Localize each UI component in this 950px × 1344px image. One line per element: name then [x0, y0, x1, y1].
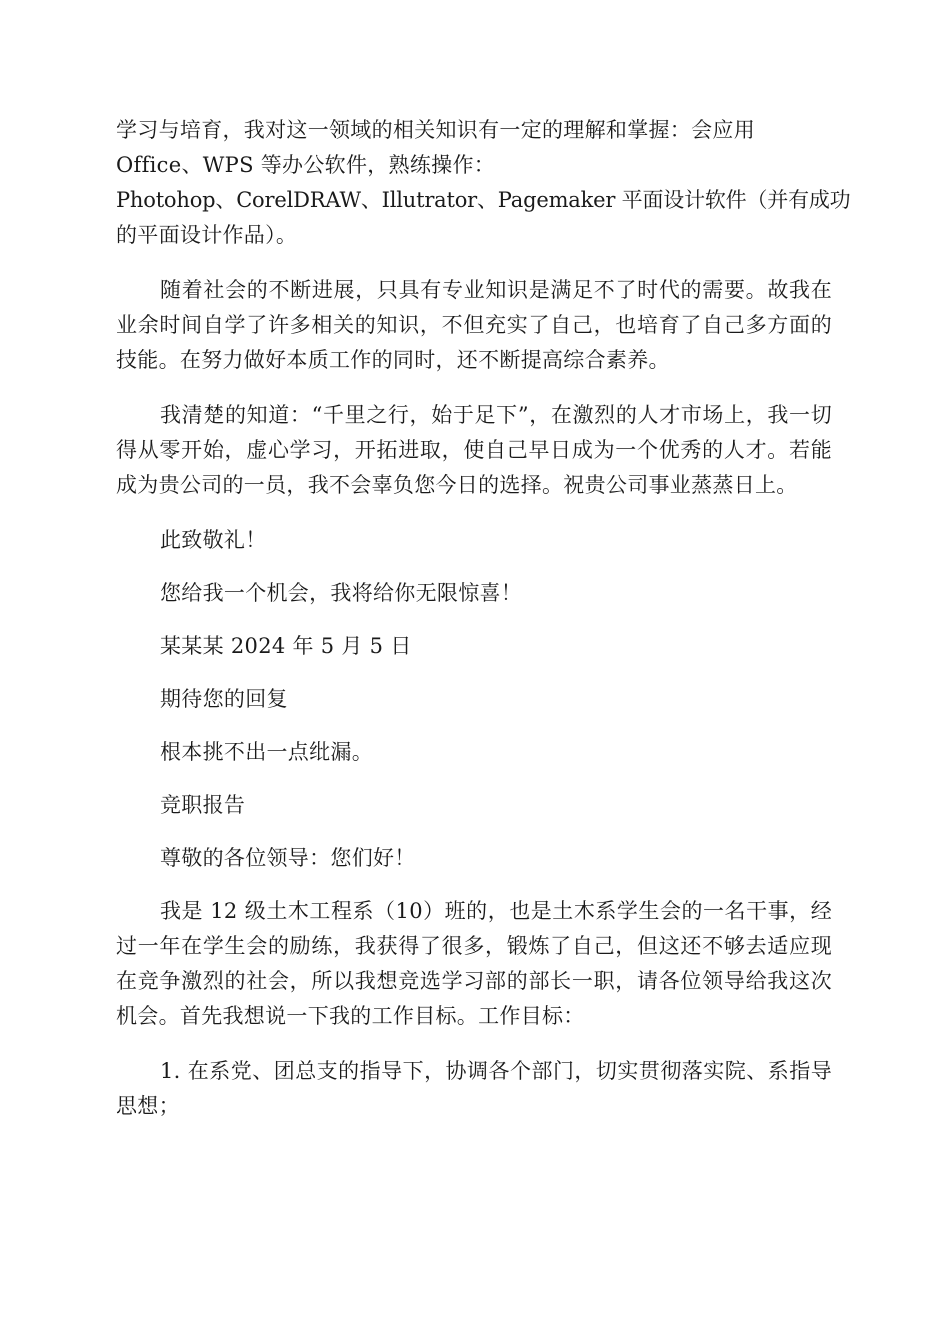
closing-line: 您给我一个机会，我将给你无限惊喜！	[160, 581, 523, 605]
paragraph-introduction: 我是 12 级土木工程系（10）班的，也是土木系学生会的一名干事，经过一年在学生会的励练，我获得了很多，锻炼了自己，但这还不够去适应现在竞争激烈的社会，所以我想竞选学习部的部长一职，请各位领导给我这次机会。首先我想说一下我的工作目标。工作目标：	[116, 899, 832, 1028]
reply-request: 期待您的回复	[160, 687, 288, 711]
paragraph-aspiration: 我清楚的知道：“千里之行，始于足下”，在激烈的人才市场上，我一切得从零开始，虚心学习，开拓进取，使自己早日成为一个优秀的人才。若能成为贵公司的一员，我不会辜负您今日的选择。祝贵公司事业蒸蒸日上。	[116, 403, 832, 497]
document-body	[116, 113, 851, 1144]
text-line: Photohop、CorelDRAW、Illutrator、Pagemaker 平面设计软件（并有成功	[116, 188, 851, 212]
text-line: Office、WPS 等办公软件，熟练操作：	[116, 153, 496, 177]
remark-line: 根本挑不出一点纰漏。	[160, 740, 373, 764]
signature-date: 某某某 2024 年 5 月 5 日	[160, 634, 412, 658]
text-line: 的平面设计作品）。	[116, 223, 298, 247]
paragraph-goal-1: 1. 在系党、团总支的指导下，协调各个部门，切实贯彻落实院、系指导思想；	[116, 1059, 832, 1118]
closing-salutation: 此致敬礼！	[160, 528, 267, 552]
greeting: 尊敬的各位领导：您们好！	[160, 846, 416, 870]
section-title: 竞职报告	[160, 793, 246, 817]
paragraph-self-study: 随着社会的不断进展，只具有专业知识是满足不了时代的需要。故我在业余时间自学了许多相关的知识，不但充实了自己，也培育了自己多方面的技能。在努力做好本质工作的同时，还不断提高综合素养。	[116, 278, 832, 372]
text-line: 学习与培育，我对这一领域的相关知识有一定的理解和掌握：会应用	[116, 118, 755, 142]
paragraph-skills	[116, 113, 851, 253]
